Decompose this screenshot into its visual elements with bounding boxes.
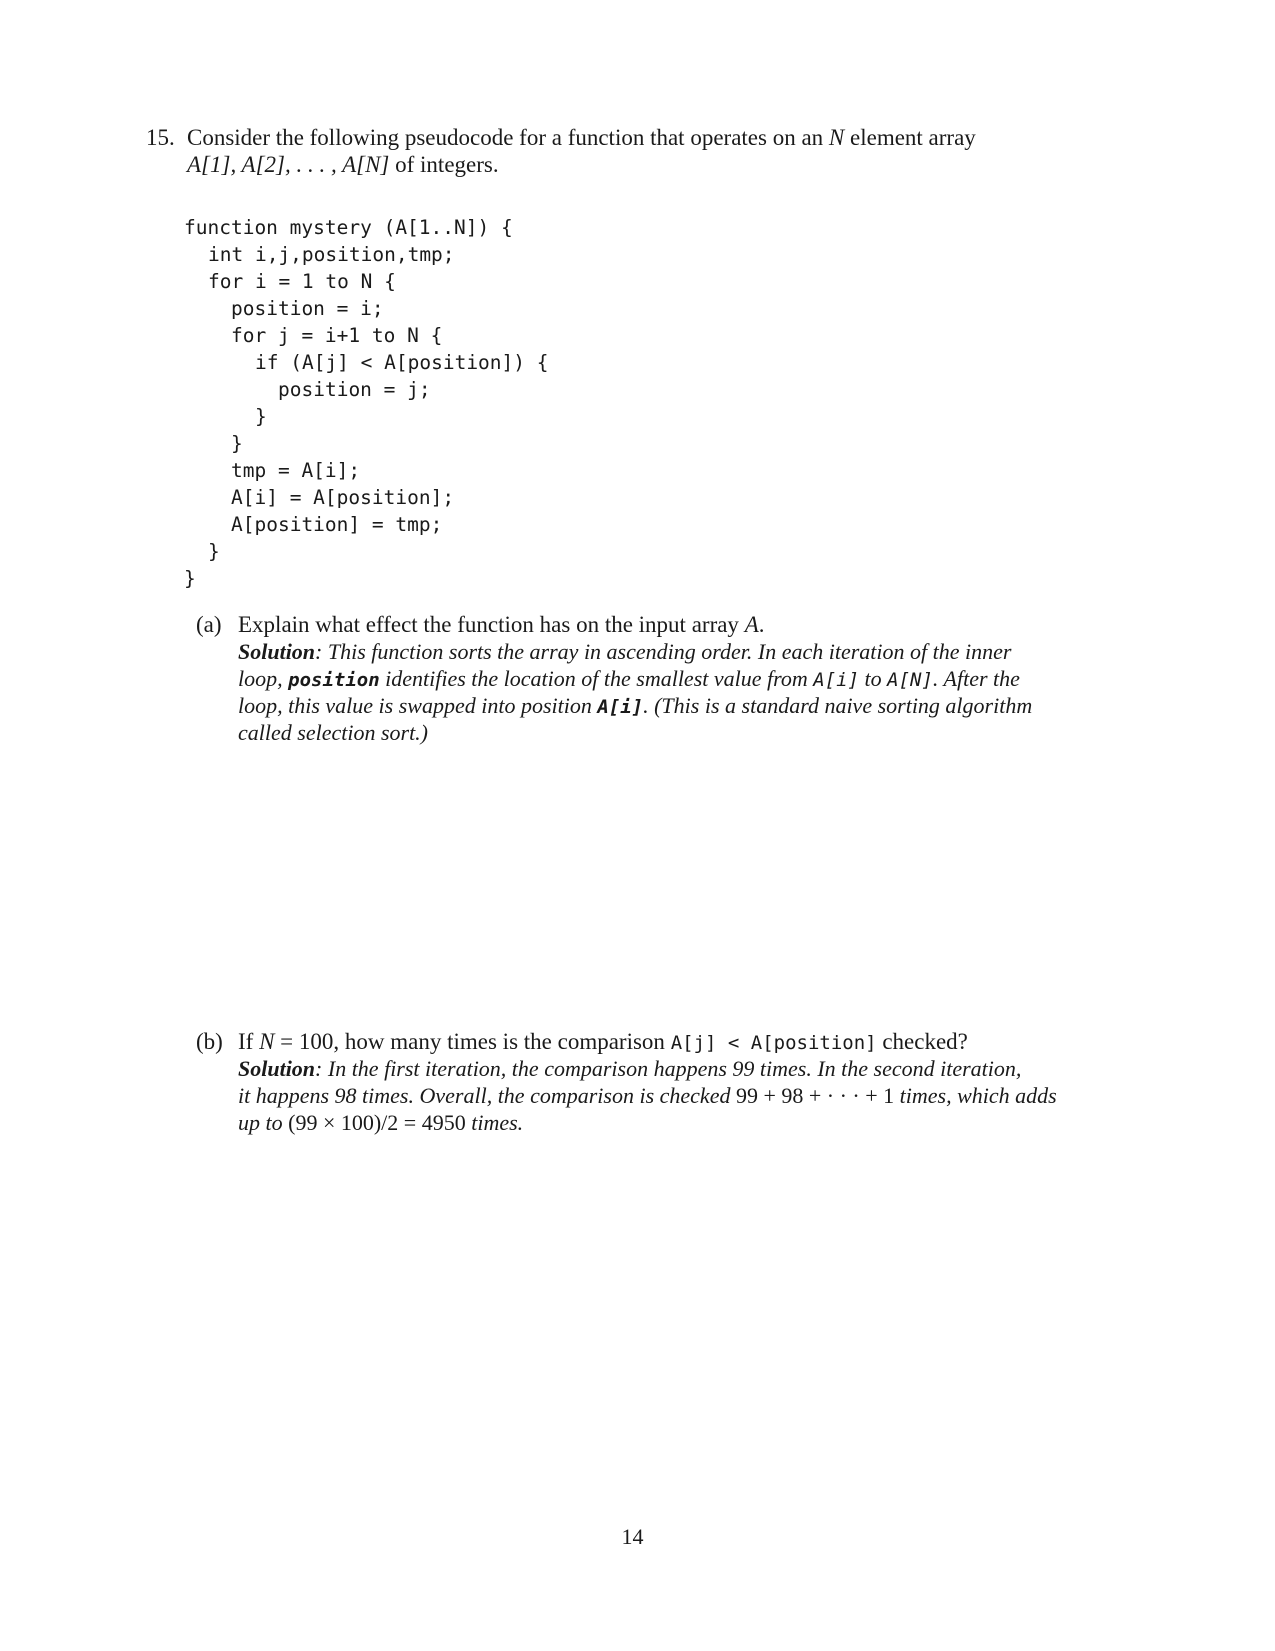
part-b-solution-label: Solution (238, 1056, 316, 1081)
part-a-solution-text-3b: . (This is a standard naive sorting algorithm (643, 693, 1033, 718)
part-b-sum-math: 99 + 98 + · · · + 1 (735, 1083, 895, 1108)
part-b-solution-text-2b: times, which adds (894, 1083, 1057, 1108)
page-number: 14 (621, 1524, 644, 1549)
part-b-solution-text-1: : In the first iteration, the comparison happens 99 times. In the second iteration, (315, 1056, 1022, 1081)
part-b-solution-text-2a: it happens 98 times. Overall, the comparison is checked (238, 1083, 736, 1108)
part-a-solution-line-1 (238, 638, 1011, 666)
part-b-result-math: (99 × 100)/2 = 4950 (288, 1110, 466, 1135)
code-comparison: A[j] < A[position] (670, 1032, 877, 1054)
part-b-solution-line-3 (238, 1109, 523, 1137)
code-a-i: A[i] (597, 696, 644, 718)
part-a-solution-text-2b: identifies the location of the smallest value from (379, 666, 814, 691)
code-line: } (231, 432, 243, 455)
intro-text-b: element array (844, 125, 976, 150)
code-line: } (255, 405, 267, 428)
intro-array-math: A[1], A[2], . . . , A[N] (187, 152, 390, 177)
part-b-question-end: checked? (876, 1029, 968, 1054)
part-a-solution-line-3 (238, 692, 1032, 721)
code-line: for j = i+1 to N { (231, 324, 443, 347)
problem-intro-line-2 (187, 151, 499, 179)
part-b-solution-line-2 (238, 1082, 1057, 1110)
code-position: position (288, 669, 380, 691)
intro-text-a: Consider the following pseudocode for a function that operates on an (187, 125, 829, 150)
part-a-solution-text-2a: loop, (238, 666, 289, 691)
part-a-solution-text-1: : This function sorts the array in ascending order. In each iteration of the inner (315, 639, 1012, 664)
part-a-question (238, 611, 765, 639)
code-line: for i = 1 to N { (208, 270, 396, 293)
part-a-solution-line-2 (238, 665, 1020, 694)
code-a-i: A[i] (813, 669, 860, 691)
part-a-label: (a) (196, 612, 222, 637)
part-a-solution-text-3a: loop, this value is swapped into position (238, 693, 598, 718)
part-b-solution-text-3a: up to (238, 1110, 289, 1135)
part-b-question-text: If (238, 1029, 260, 1054)
part-a-question-end: . (758, 612, 765, 637)
code-line: int i,j,position,tmp; (208, 243, 455, 266)
part-b-question (238, 1028, 968, 1057)
problem-number: 15. (146, 125, 175, 150)
part-a-solution-text-2d: . After the (932, 666, 1020, 691)
part-a-question-text: Explain what effect the function has on the input array (238, 612, 745, 637)
code-line: A[position] = tmp; (231, 513, 443, 536)
code-line: A[i] = A[position]; (231, 486, 455, 509)
part-b-solution-text-3b: times. (465, 1110, 524, 1135)
part-b-solution-line-1 (238, 1055, 1021, 1083)
part-b-label: (b) (196, 1029, 223, 1054)
code-line: position = j; (278, 378, 431, 401)
code-line: } (208, 540, 220, 563)
part-a-solution-text-4: called selection sort.) (238, 720, 429, 745)
code-a-n: A[N] (887, 669, 933, 691)
part-a-variable: A (744, 612, 759, 637)
intro-variable-n: N (828, 125, 845, 150)
code-line: function mystery (A[1..N]) { (184, 216, 513, 239)
code-line: if (A[j] < A[position]) { (255, 351, 549, 374)
part-a-solution-line-4 (238, 719, 428, 747)
part-b-question-text-2: = 100, how many times is the comparison (274, 1029, 671, 1054)
part-b-variable: N (259, 1029, 275, 1054)
code-line: tmp = A[i]; (231, 459, 361, 482)
problem-intro-line-1 (187, 124, 976, 152)
part-a-solution-text-2c: to (859, 666, 888, 691)
code-line: position = i; (231, 297, 384, 320)
code-line: } (184, 567, 196, 590)
intro-text-c: of integers. (389, 152, 499, 177)
part-a-solution-label: Solution (238, 639, 316, 664)
